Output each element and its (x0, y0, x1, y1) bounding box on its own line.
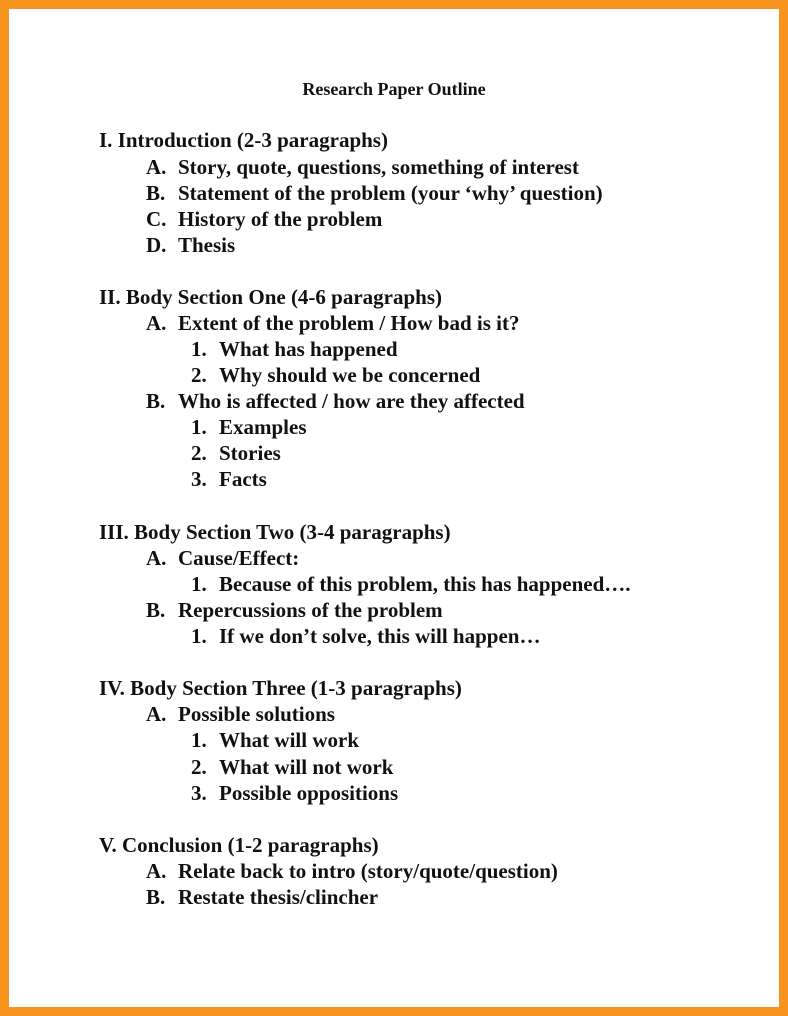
subitem-marker: 2. (191, 441, 207, 465)
subitem-text: Possible oppositions (219, 781, 399, 805)
subitem-marker: 1. (191, 728, 207, 752)
outline-subitem (191, 414, 307, 440)
subitem-text: Facts (219, 467, 267, 491)
outline-item (146, 388, 525, 414)
subitem-text: What has happened (219, 337, 398, 361)
item-text: Cause/Effect: (178, 546, 300, 570)
subitem-text: Examples (219, 415, 307, 439)
subitem-text: Stories (219, 441, 281, 465)
item-text: Thesis (178, 233, 236, 257)
subitem-marker: 3. (191, 467, 207, 491)
item-text: Statement of the problem (your ‘why’ question) (178, 181, 603, 205)
subitem-text: What will work (219, 728, 360, 752)
subitem-text: If we don’t solve, this will happen… (219, 624, 541, 648)
subitem-marker: 2. (191, 755, 207, 779)
subitem-marker: 1. (191, 624, 207, 648)
item-marker: A. (146, 546, 167, 570)
outline-item (146, 206, 382, 232)
item-marker: A. (146, 311, 167, 335)
section-heading: V. Conclusion (1-2 paragraphs) (99, 833, 379, 857)
item-text: History of the problem (178, 207, 383, 231)
outline-item (146, 701, 335, 727)
outline-subitem (191, 336, 398, 362)
outline-subitem (191, 623, 540, 649)
item-marker: A. (146, 702, 167, 726)
section-heading: I. Introduction (2-3 paragraphs) (99, 128, 388, 152)
subitem-text: Because of this problem, this has happened…. (219, 572, 631, 596)
section-heading: IV. Body Section Three (1-3 paragraphs) (99, 676, 462, 700)
outline-subitem (191, 466, 267, 492)
subitem-marker: 3. (191, 781, 207, 805)
item-text: Who is affected / how are they affected (178, 389, 525, 413)
subitem-marker: 1. (191, 572, 207, 596)
outline-subitem (191, 727, 359, 753)
document-title: Research Paper Outline (302, 79, 486, 99)
outline-item (146, 884, 378, 910)
item-text: Story, quote, questions, something of interest (178, 155, 579, 179)
item-text: Relate back to intro (story/quote/question) (178, 859, 558, 883)
subitem-marker: 1. (191, 337, 207, 361)
outline-item (146, 597, 443, 623)
outline-item (146, 310, 519, 336)
outline-subitem (191, 440, 281, 466)
subitem-marker: 2. (191, 363, 207, 387)
item-marker: B. (146, 389, 166, 413)
subitem-marker: 1. (191, 415, 207, 439)
item-marker: D. (146, 233, 167, 257)
outline-subitem (191, 754, 393, 780)
outline-item (146, 232, 235, 258)
item-text: Repercussions of the problem (178, 598, 443, 622)
item-text: Possible solutions (178, 702, 335, 726)
item-marker: A. (146, 155, 167, 179)
outline-item (146, 154, 579, 180)
item-marker: A. (146, 859, 167, 883)
item-marker: B. (146, 181, 166, 205)
outline-subitem (191, 362, 480, 388)
item-marker: B. (146, 598, 166, 622)
item-text: Restate thesis/clincher (178, 885, 379, 909)
outline-subitem (191, 571, 631, 597)
item-marker: C. (146, 207, 167, 231)
section-heading: III. Body Section Two (3-4 paragraphs) (99, 520, 451, 544)
outline-item (146, 180, 603, 206)
section-heading: II. Body Section One (4-6 paragraphs) (99, 285, 443, 309)
outline-item (146, 545, 299, 571)
outline-item (146, 858, 558, 884)
outline-subitem (191, 780, 398, 806)
subitem-text: What will not work (219, 755, 394, 779)
subitem-text: Why should we be concerned (219, 363, 481, 387)
item-marker: B. (146, 885, 166, 909)
item-text: Extent of the problem / How bad is it? (178, 311, 520, 335)
